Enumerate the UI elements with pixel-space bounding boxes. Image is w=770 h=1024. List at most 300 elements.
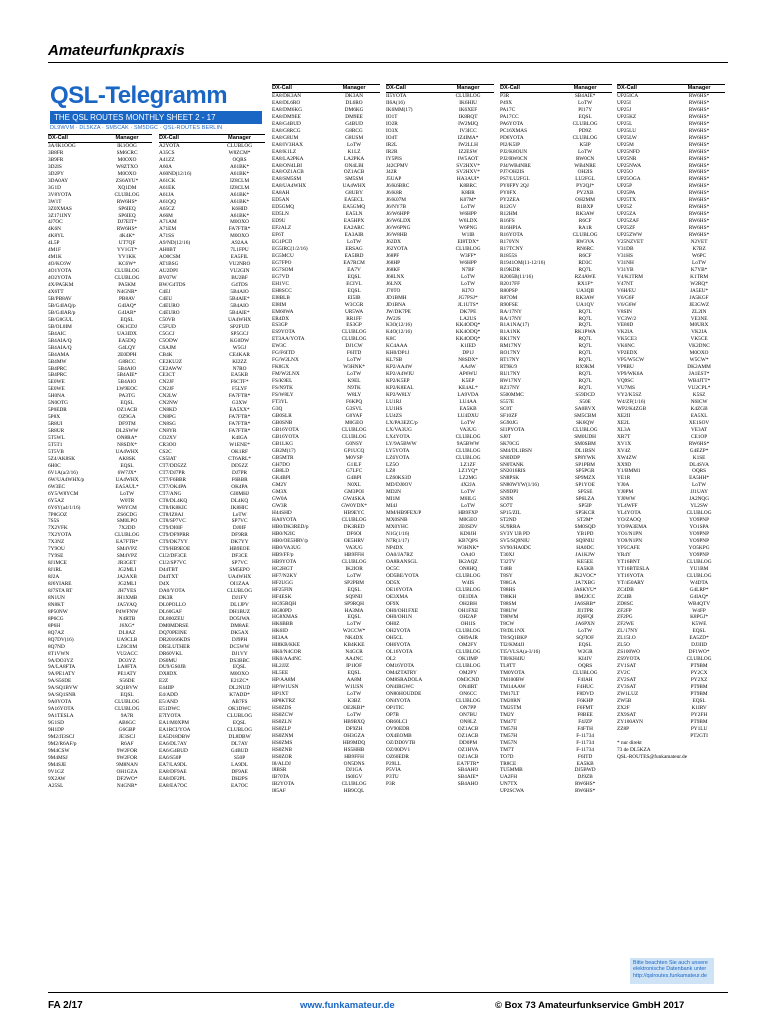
manager: UA3QII: [576, 287, 594, 294]
dx-call: VP9/WK6A: [617, 371, 644, 378]
table-row: [48, 421, 152, 428]
manager: ON7PP: [459, 704, 477, 711]
manager: SP1YOE: [575, 482, 595, 489]
manager: SB4AHO: [457, 781, 479, 788]
dx-call: V4/K1TRM: [617, 273, 643, 280]
dx-call: 9A/PE1ATY: [48, 671, 76, 678]
manager: ON4IRT: [458, 684, 478, 691]
manager: EQSL: [347, 670, 361, 677]
dx-call: S500MMC: [500, 391, 524, 398]
manager: KG0DW: [229, 337, 250, 344]
table-row: [272, 462, 380, 469]
dx-call: V6H/EU: [617, 287, 636, 294]
dx-call: 5R8UI: [48, 421, 63, 428]
table-row: [159, 706, 265, 713]
dx-call: J6/W8HB: [386, 232, 408, 239]
dx-call: EA8/SM5SM: [272, 176, 302, 183]
manager: YO5KPG: [688, 544, 710, 551]
manager: ON8RA*: [116, 435, 138, 442]
manager: GM3POI: [344, 489, 364, 496]
manager: DD0PM: [459, 739, 478, 746]
dx-call: ZV3SAT: [617, 684, 637, 691]
manager: E21ZC*: [230, 678, 249, 685]
dx-call: HF25FIN: [272, 586, 293, 593]
dx-call: E4/ADD: [159, 692, 178, 699]
manager: DF3CE: [231, 553, 248, 560]
manager: F-11734: [576, 732, 594, 739]
dx-call: II5YOTA: [386, 93, 407, 99]
manager: PT9BM: [690, 690, 708, 697]
dx-call: ZW1LUZ: [617, 690, 639, 697]
manager: DF9TM: [118, 421, 136, 428]
manager: RW6HS*: [688, 197, 710, 204]
manager: OZ1ACB: [116, 407, 138, 414]
manager: 5B4AIE*: [116, 372, 138, 379]
table-row: [48, 727, 152, 734]
table-row: [272, 197, 380, 204]
manager: W0TR: [119, 497, 135, 504]
dx-call: SN80WYW(1/16): [500, 482, 539, 489]
dx-call: HS0ZDS: [272, 704, 292, 711]
dx-call: IB70TA: [272, 774, 290, 781]
table-row: [272, 399, 380, 406]
manager: ON7BU: [459, 711, 477, 718]
dx-call: EA6/G4BUD: [159, 747, 188, 754]
table-row: [272, 107, 380, 114]
manager: SP7VC: [231, 560, 248, 567]
manager: LoTW: [461, 489, 476, 496]
table-row: [500, 587, 612, 594]
dx-call: OF9X: [386, 600, 400, 607]
dx-call: 8Q7AZ: [48, 629, 65, 636]
table-row: [272, 246, 380, 253]
dx-call: SJ0T: [500, 433, 511, 440]
dx-call: TL8TT: [500, 663, 516, 670]
dx-call: PD6YOTA: [500, 134, 524, 141]
dx-call: C6AJM: [159, 344, 176, 351]
dx-call: TM100BW: [500, 677, 525, 684]
manager: M0OXO: [689, 350, 709, 357]
manager: EI8TDX*: [457, 239, 479, 246]
table-row: [500, 475, 612, 482]
dx-call: 3DA0AY: [48, 177, 69, 184]
dx-call: HP/W1USN: [272, 684, 299, 691]
dx-call: 9A/LA8FTA: [48, 664, 76, 671]
dx-call: AT1BSG: [159, 261, 179, 268]
manager: G1ILF: [346, 461, 362, 468]
table-row: [272, 670, 380, 677]
table-row: [617, 524, 725, 531]
table-row: [500, 197, 612, 204]
table-row: [386, 295, 494, 302]
dx-call: DM0MDRSE: [159, 622, 189, 629]
table-row: [48, 414, 152, 421]
table-row: [617, 392, 725, 399]
manager: RQ7L: [578, 371, 592, 378]
manager: RK3AW: [575, 211, 595, 218]
table-row: [500, 149, 612, 156]
table-row: [159, 539, 265, 546]
table-row: [617, 357, 725, 364]
table-row: [159, 651, 265, 658]
table-row: [386, 149, 494, 156]
manager: OE2KBI*: [343, 704, 365, 711]
table-row: [48, 435, 152, 442]
dx-call: I85AF: [272, 788, 286, 795]
dx-call: CT7/DJ7PR: [159, 469, 185, 476]
manager: PY2QJ*: [576, 183, 595, 190]
dx-call: 9M2/R6AF/p: [48, 740, 77, 747]
table-row: [617, 163, 725, 170]
dx-call: DL60GAF: [159, 608, 182, 615]
table-row: [272, 691, 380, 698]
dx-call: 9X2AW: [48, 775, 66, 782]
dx-call: LX/VA3UG: [386, 426, 412, 433]
dx-call: 7P8GOZ: [48, 511, 68, 518]
dx-call: RK17NY: [500, 336, 521, 343]
table-row: [48, 359, 152, 366]
dx-call: J6/W6LDX: [386, 218, 411, 225]
dx-call: ZV2SAT: [617, 677, 637, 684]
table-row: [617, 378, 725, 385]
dx-call: C4EJ: [159, 289, 171, 296]
manager: RQ7L: [578, 266, 592, 273]
manager: F8BEE: [577, 711, 593, 718]
dx-call: LZ6YOTA: [386, 454, 410, 461]
dx-call: 4M1K: [48, 254, 62, 261]
dx-call: J42CPMV: [386, 162, 409, 169]
dx-call: ZC4DB: [617, 586, 634, 593]
table-row: [386, 538, 494, 545]
table-row: [500, 614, 612, 621]
table-row: [48, 609, 152, 616]
table-row: [386, 767, 494, 774]
dx-call: PI2/K5IP: [500, 141, 521, 148]
manager: LoTW: [347, 371, 362, 378]
table-row: [272, 531, 380, 538]
dx-call: J68PF: [386, 252, 400, 259]
table-row: [617, 274, 725, 281]
manager: JA5EU*: [689, 287, 709, 294]
manager: OA4O: [461, 551, 476, 558]
table-row: [159, 658, 265, 665]
dx-call: SK70CG: [500, 440, 520, 447]
manager: EQSL: [692, 697, 706, 704]
dx-call: CN8YR: [159, 428, 177, 435]
manager: RQ7L: [578, 336, 592, 343]
table-row: [617, 420, 725, 427]
manager: IW2MJQ: [458, 120, 479, 127]
table-row: [500, 489, 612, 496]
manager: DL2SWW: [115, 428, 139, 435]
website-url[interactable]: www.funkamateur.de: [300, 1000, 395, 1011]
manager: DJ1VY: [231, 650, 248, 657]
manager: [673, 747, 725, 754]
manager: DK7PE: [459, 308, 477, 315]
table-row: [386, 392, 494, 399]
table-row: [272, 767, 380, 774]
table-column: [159, 134, 265, 790]
table-row: [48, 567, 152, 574]
table-row: [386, 163, 494, 170]
table-row: [159, 199, 265, 206]
manager: PA5KM: [118, 282, 136, 289]
table-row: [272, 628, 380, 635]
dx-call: JD1BMH: [386, 294, 407, 301]
manager: A92AA: [231, 240, 248, 247]
manager: NK4DX: [345, 635, 364, 642]
table-row: [159, 178, 265, 185]
manager: SP7VC: [231, 518, 248, 525]
dx-call: TM17LT: [500, 690, 520, 697]
manager: S50P: [233, 754, 246, 761]
manager: VA3UG: [345, 544, 363, 551]
manager: XQ1DM: [117, 184, 137, 191]
table-row: [386, 677, 494, 684]
dx-call: WP2/K4ZGB: [617, 405, 647, 412]
manager: F6FMT: [576, 704, 594, 711]
table-row: [272, 788, 380, 795]
table-row: [500, 336, 612, 343]
manager: LZ1YQ*: [458, 468, 478, 475]
manager: RW3VA: [576, 239, 595, 246]
table-row: [48, 525, 152, 532]
manager: LU4DXU: [457, 412, 479, 419]
manager: RW0CN: [575, 155, 595, 162]
table-row: [159, 685, 265, 692]
manager: N9TK: [347, 385, 361, 392]
table-row: [500, 322, 612, 329]
manager: YO1SPA: [689, 524, 709, 531]
dx-call: T88UW: [500, 607, 518, 614]
table-row: [48, 699, 152, 706]
table-column: [500, 84, 612, 795]
manager: OH1FXE: [457, 607, 479, 614]
manager: IZ8CLM: [229, 184, 250, 191]
dx-call: XE2L: [617, 419, 630, 426]
dx-call: J68LNX: [386, 273, 405, 280]
manager: AA4W: [460, 364, 476, 371]
manager: DF1WO*: [688, 649, 710, 656]
table-row: [48, 463, 152, 470]
manager: CLUBLOG: [114, 532, 140, 539]
dx-call: YJ0A: [617, 482, 630, 489]
table-row: [386, 322, 494, 329]
table-row: [617, 545, 725, 552]
dx-call: 3V8YOTA: [48, 191, 72, 198]
table-row: [386, 176, 494, 183]
dx-call: ZL5O: [617, 642, 630, 649]
dx-call: II6A(16): [386, 99, 405, 106]
manager: YV1GT*: [117, 247, 138, 254]
dx-call: YT16BTESLA: [617, 565, 650, 572]
dx-call: ZX9SAT: [617, 711, 637, 718]
table-row: [272, 677, 380, 684]
dx-call: 3D2PY: [48, 170, 64, 177]
dx-call: TM20RN: [500, 697, 521, 704]
dx-call: OH0Z: [386, 621, 400, 628]
dx-call: EA1RCI/YOA: [159, 727, 191, 734]
table-row: [386, 316, 494, 323]
dx-call: R1941OM(11-12/16): [500, 259, 546, 266]
column-header: [500, 84, 612, 93]
dx-call: IO4T: [386, 134, 398, 141]
table-row: [617, 413, 725, 420]
manager: LZ2MG: [459, 475, 477, 482]
manager: EA5AUL*: [115, 483, 139, 490]
manager: 9A5BWW: [456, 440, 480, 447]
table-row: [617, 385, 725, 392]
manager: ERSAG: [345, 245, 363, 252]
manager: VK5CE: [690, 336, 708, 343]
table-row: [500, 455, 612, 462]
dx-call: HF2UGG: [272, 579, 293, 586]
table-row: [48, 386, 152, 393]
table-row: [48, 150, 152, 157]
manager: JA6PXN: [575, 621, 595, 628]
table-row: [617, 176, 725, 183]
dx-call: EI8BLB: [272, 294, 290, 301]
table-row: [48, 268, 152, 275]
manager: G7LFC: [345, 468, 363, 475]
table-row: [386, 726, 494, 733]
manager: R6AF: [120, 740, 134, 747]
table-row: [272, 475, 380, 482]
manager: LoTW: [232, 511, 247, 518]
manager: CLUBLOG: [114, 191, 140, 198]
table-row: [617, 580, 725, 587]
table-row: [48, 595, 152, 602]
table-row: [386, 309, 494, 316]
dx-call: 4K8YL: [48, 233, 65, 240]
table-row: [386, 524, 494, 531]
table-row: [272, 663, 380, 670]
manager: EQSL: [347, 287, 361, 294]
dx-call: 8J1MCE: [48, 560, 67, 567]
manager: K4ZGB: [690, 405, 708, 412]
dx-call: J6/K8R: [386, 190, 403, 197]
table-row: [386, 218, 494, 225]
table-row: [500, 434, 612, 441]
manager: LoTW: [461, 280, 476, 287]
dx-call: 7X2VFK: [48, 525, 68, 532]
manager: M0OXO: [230, 219, 249, 226]
header-dxcall: DX-Call: [159, 135, 179, 141]
dx-call: A61EK: [159, 184, 176, 191]
dx-call: R19KDR: [500, 266, 521, 273]
table-row: [500, 121, 612, 128]
table-row: [272, 434, 380, 441]
dx-call: LZ60KS3D: [386, 475, 412, 482]
manager: EQSL: [347, 586, 361, 593]
manager: DL8DBW: [228, 734, 251, 741]
manager: W3HNK*: [457, 544, 479, 551]
manager: JG2MLI: [117, 567, 137, 574]
table-row: [500, 712, 612, 719]
dx-call: 6H0C: [48, 462, 61, 469]
manager: A61BK*: [229, 212, 250, 219]
dx-call: 4L5P: [48, 240, 60, 247]
table-row: [500, 726, 612, 733]
manager: DL6RO: [345, 99, 363, 106]
dx-call: R12GV: [500, 204, 517, 211]
table-row: [48, 143, 152, 150]
table-row: [500, 559, 612, 566]
table-row: [500, 100, 612, 107]
dx-call: YO/PA3EMA: [617, 524, 647, 531]
dx-call: CT7/OK4PA: [159, 483, 187, 490]
dx-call: C4EURO: [159, 309, 180, 316]
dx-call: 4O2YOTA: [48, 275, 72, 282]
manager: DL2NUD: [228, 685, 251, 692]
manager: LA2US: [459, 315, 477, 322]
dx-call: UP25L: [617, 120, 633, 127]
table-row: [617, 691, 725, 698]
dx-call: 6W/UA4WHX/p: [48, 476, 85, 483]
table-row: [159, 219, 265, 226]
manager: LoTW: [347, 239, 362, 246]
manager: RW6HS*: [688, 204, 710, 211]
manager: M0ILG: [459, 496, 477, 503]
manager: SQ7IOF: [576, 635, 595, 642]
table-row: [500, 524, 612, 531]
dx-call: VK6NC: [617, 343, 635, 350]
dx-call: J68KF: [386, 266, 401, 273]
manager: EA7OC: [231, 782, 249, 789]
issue-number: FA 2/17: [48, 1000, 83, 1011]
dx-call: CT9/DK7YY: [159, 539, 188, 546]
dx-call: ES9YOTA: [272, 329, 296, 336]
table-row: [617, 371, 725, 378]
dx-call: CE2KU2Z: [159, 358, 182, 365]
manager: EA5HH*: [689, 475, 710, 482]
manager: LoTW: [461, 273, 476, 280]
dx-call: 5T5WL: [48, 435, 65, 442]
table-row: [500, 190, 612, 197]
dx-call: VK2IA: [617, 329, 633, 336]
dx-call: UP25OGA: [617, 176, 641, 183]
table-row: [272, 705, 380, 712]
table-row: [159, 296, 265, 303]
table-row: [272, 559, 380, 566]
manager: K8BRC: [459, 183, 477, 190]
table-row: [48, 602, 152, 609]
manager: SP6IEQ: [118, 212, 136, 219]
manager: G4LQY: [118, 344, 136, 351]
dx-call: P49X: [500, 99, 513, 106]
dx-call: 7X2YOTA: [48, 532, 72, 539]
manager: F6ITD: [346, 350, 362, 357]
dx-call: XV1X: [617, 440, 632, 447]
manager: LU2FGL: [575, 176, 595, 183]
dx-call: XX9D: [617, 461, 632, 468]
table-row: [500, 295, 612, 302]
dx-call: HK0/AA4NC: [272, 656, 302, 663]
dx-call: H44SHD: [272, 510, 292, 517]
dx-call: EG5MCU: [272, 252, 294, 259]
dx-call: EA8/G8UM: [272, 134, 299, 141]
manager: GP1UCQ: [343, 447, 365, 454]
dx-call: 5B4PRC: [48, 365, 67, 372]
dx-call: P29LL: [386, 760, 401, 767]
dx-call: A35CS: [159, 149, 175, 156]
table-row: [159, 150, 265, 157]
table-row: [272, 726, 380, 733]
table-row: [272, 93, 380, 100]
dx-call: HA0YOTA: [272, 517, 297, 524]
dx-call: CN2LW: [159, 393, 177, 400]
manager: OZ9GA: [118, 414, 136, 421]
